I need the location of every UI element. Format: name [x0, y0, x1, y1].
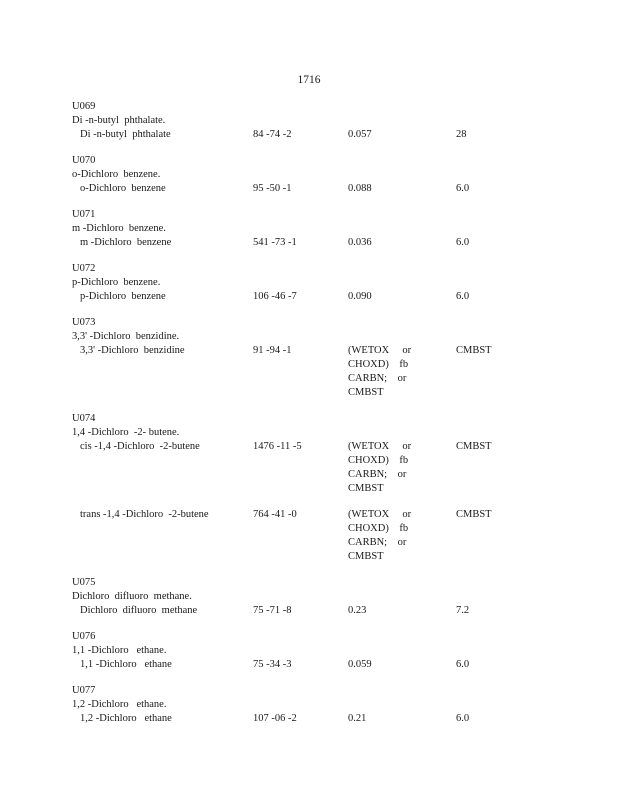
cas-number: 1476 -11 -5 — [253, 441, 302, 452]
standard-line: CHOXD) fb — [348, 359, 409, 370]
constituent-name: m -Dichloro benzene — [80, 237, 172, 248]
waste-code: U075 — [72, 577, 96, 588]
waste-code: U071 — [72, 209, 96, 220]
constituent-name: cis -1,4 -Dichloro -2-butene — [80, 441, 200, 452]
wastewater-standard — [348, 290, 372, 304]
nonwastewater-standard: CMBST — [456, 509, 492, 520]
standard-line: (WETOX or — [348, 441, 412, 452]
standard-line: (WETOX or — [348, 509, 412, 520]
cas-number: 95 -50 -1 — [253, 183, 292, 194]
constituent-row — [72, 290, 592, 304]
constituent-row — [72, 236, 592, 250]
cas-number: 75 -71 -8 — [253, 605, 292, 616]
standard-line: CMBST — [348, 483, 384, 494]
waste-code-entry — [72, 412, 592, 564]
waste-code-list — [72, 100, 592, 738]
waste-code-entry — [72, 100, 592, 142]
nonwastewater-standard: 6.0 — [456, 713, 470, 724]
waste-code: U074 — [72, 413, 96, 424]
waste-name: p-Dichloro benzene. — [72, 277, 161, 288]
constituent-name: p-Dichloro benzene — [80, 291, 166, 302]
cas-number: 75 -34 -3 — [253, 659, 292, 670]
standard-line: CARBN; or — [348, 469, 407, 480]
waste-code: U073 — [72, 317, 96, 328]
constituent-row — [72, 712, 592, 726]
constituent-name: 1,1 -Dichloro ethane — [80, 659, 172, 670]
waste-name: 1,2 -Dichloro ethane. — [72, 699, 167, 710]
waste-name: Dichloro difluoro methane. — [72, 591, 192, 602]
constituent-row — [72, 604, 592, 618]
constituent-row — [72, 658, 592, 672]
waste-code-entry — [72, 262, 592, 304]
wastewater-standard — [348, 128, 372, 142]
wastewater-standard — [348, 604, 366, 618]
standard-line: CARBN; or — [348, 537, 407, 548]
page-number: 1716 — [297, 74, 321, 86]
constituent-row — [72, 128, 592, 142]
nonwastewater-standard: 7.2 — [456, 605, 470, 616]
standard-line: CHOXD) fb — [348, 523, 409, 534]
waste-code: U072 — [72, 263, 96, 274]
constituent-row — [72, 508, 592, 564]
constituent-name: Di -n-butyl phthalate — [80, 129, 171, 140]
standard-line: CHOXD) fb — [348, 455, 409, 466]
wastewater-standard — [348, 344, 411, 400]
waste-name: 3,3' -Dichloro benzidine. — [72, 331, 180, 342]
waste-code-entry — [72, 630, 592, 672]
cas-number: 106 -46 -7 — [253, 291, 297, 302]
nonwastewater-standard: 6.0 — [456, 183, 470, 194]
constituent-name: o-Dichloro benzene — [80, 183, 166, 194]
waste-name: 1,1 -Dichloro ethane. — [72, 645, 167, 656]
wastewater-standard — [348, 712, 366, 726]
nonwastewater-standard: 6.0 — [456, 291, 470, 302]
waste-name: o-Dichloro benzene. — [72, 169, 161, 180]
standard-line: 0.036 — [348, 237, 372, 248]
wastewater-standard — [348, 440, 411, 496]
waste-code-entry — [72, 684, 592, 726]
waste-code-entry — [72, 154, 592, 196]
constituent-name: 3,3' -Dichloro benzidine — [80, 345, 185, 356]
waste-code: U077 — [72, 685, 96, 696]
standard-line: 0.090 — [348, 291, 372, 302]
nonwastewater-standard: CMBST — [456, 441, 492, 452]
constituent-name: trans -1,4 -Dichloro -2-butene — [80, 509, 209, 520]
nonwastewater-standard: CMBST — [456, 345, 492, 356]
waste-code: U069 — [72, 101, 96, 112]
wastewater-standard — [348, 658, 372, 672]
cas-number: 91 -94 -1 — [253, 345, 292, 356]
standard-line: 0.23 — [348, 605, 367, 616]
waste-code-entry — [72, 316, 592, 400]
wastewater-standard — [348, 236, 372, 250]
standard-line: CARBN; or — [348, 373, 407, 384]
cas-number: 84 -74 -2 — [253, 129, 292, 140]
waste-code-entry — [72, 576, 592, 618]
constituent-row — [72, 182, 592, 196]
cas-number: 541 -73 -1 — [253, 237, 297, 248]
nonwastewater-standard: 28 — [456, 129, 467, 140]
wastewater-standard — [348, 182, 372, 196]
standard-line: CMBST — [348, 387, 384, 398]
nonwastewater-standard: 6.0 — [456, 237, 470, 248]
standard-line: CMBST — [348, 551, 384, 562]
constituent-name: Dichloro difluoro methane — [80, 605, 198, 616]
cas-number: 764 -41 -0 — [253, 509, 297, 520]
wastewater-standard — [348, 508, 411, 564]
standard-line: 0.057 — [348, 129, 372, 140]
cas-number: 107 -06 -2 — [253, 713, 297, 724]
waste-code: U070 — [72, 155, 96, 166]
waste-code-entry — [72, 208, 592, 250]
standard-line: 0.059 — [348, 659, 372, 670]
waste-name: Di -n-butyl phthalate. — [72, 115, 166, 126]
waste-code: U076 — [72, 631, 96, 642]
standard-line: (WETOX or — [348, 345, 412, 356]
constituent-name: 1,2 -Dichloro ethane — [80, 713, 172, 724]
standard-line: 0.088 — [348, 183, 372, 194]
standard-line: 0.21 — [348, 713, 367, 724]
waste-name: m -Dichloro benzene. — [72, 223, 166, 234]
waste-name: 1,4 -Dichloro -2- butene. — [72, 427, 180, 438]
constituent-row — [72, 344, 592, 400]
constituent-row — [72, 440, 592, 496]
nonwastewater-standard: 6.0 — [456, 659, 470, 670]
